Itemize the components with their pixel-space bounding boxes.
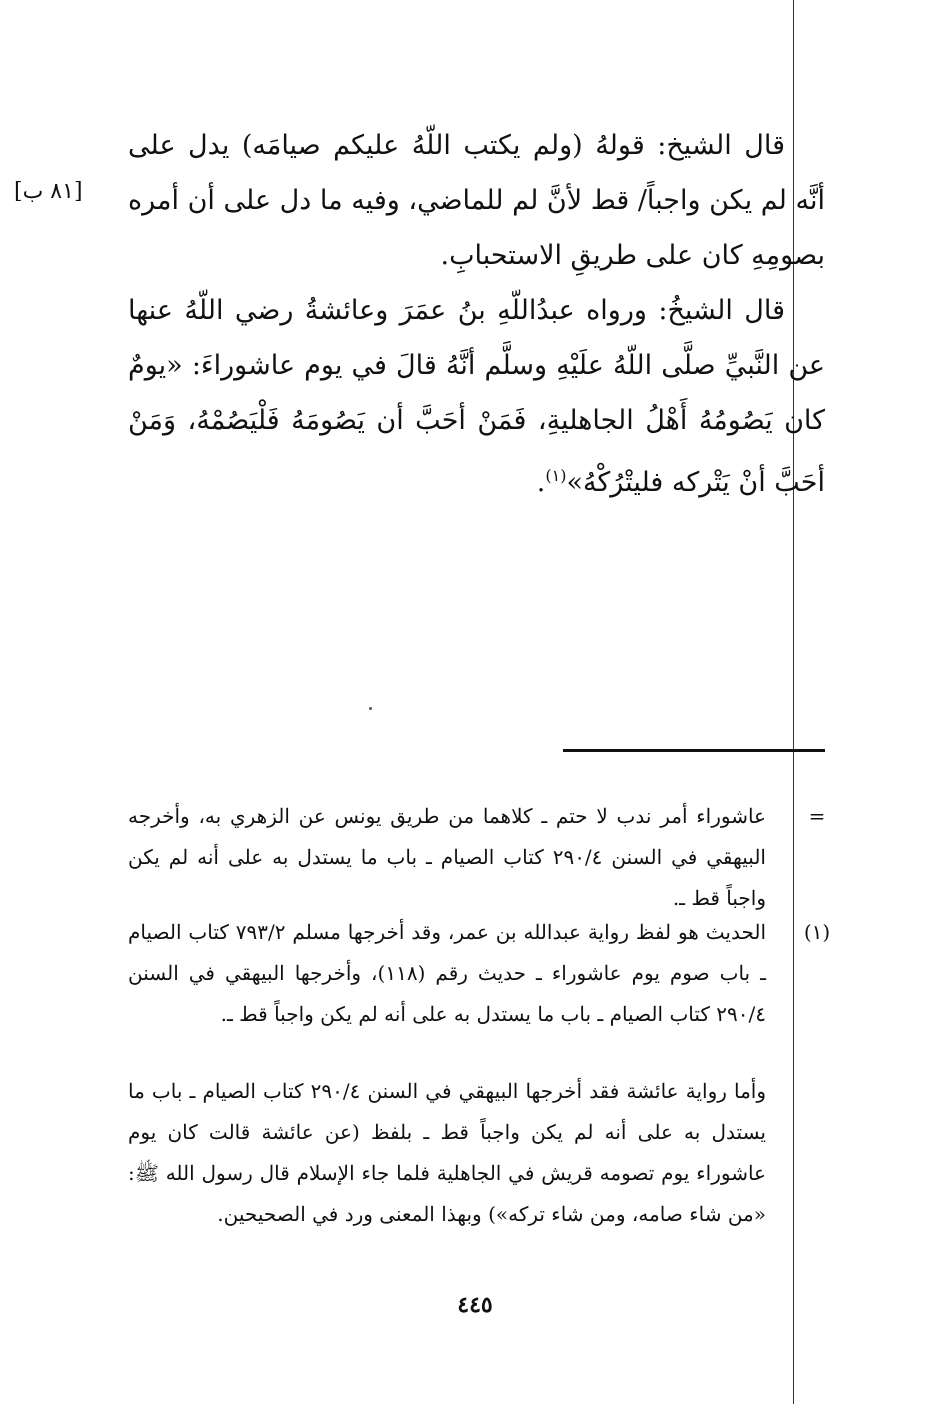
paragraph-2-end: . [536, 467, 546, 498]
paragraph-2-text: قال الشيخُ: ورواه عبدُاللّهِ بنُ عمَرَ وعائشةُ رضي اللّهُ عنها عن النَّبيِّ صلَّى اللّهُ علَيْهِ وسلَّم أنَّهُ قالَ في يوم عاشوراءَ: «يومٌ كان يَصُومُهُ أَهْلُ الجاهليةِ، فَمَنْ أحَبَّ أن يَصُومَهُ فَلْيَصُمْهُ، وَمَنْ أحَبَّ أنْ يَتْركه فليتْرُكْهُ» [128, 295, 825, 498]
footnote-1-continuation: وأما رواية عائشة فقد أخرجها البيهقي في السنن ٢٩٠/٤ كتاب الصيام ـ باب ما يستدل به على أنه لم يكن واجباً قط ـ بلفظ (عن عائشة قالت كان يوم عاشوراء يوم تصومه قريش في الجاهلية فلما جاء الإسلام قال رسول الله ﷺ: «من شاء صامه، ومن شاء تركه») وبهذا المعنى ورد في الصحيحين. [128, 1079, 766, 1226]
paragraph-1-text: قال الشيخ: قولهُ (ولم يكتب اللّهُ عليكم صيامَه) يدل على أنَّه لم يكن واجباً/ قط لأنَّ لم للماضي، وفيه ما دل على أن أمره بصومِهِ كان على طريقِ الاستحبابِ. [128, 130, 825, 271]
page-number: ٤٤٥ [457, 1292, 493, 1318]
footnote-ref: (١) [545, 466, 567, 485]
footnote-1: الحديث هو لفظ رواية عبدالله بن عمر، وقد أخرجها مسلم ٧٩٣/٢ كتاب الصيام ـ باب صوم يوم عاشوراء ـ حديث رقم (١١٨)، وأخرجها البيهقي في السنن ٢٩٠/٤ كتاب الصيام ـ باب ما يستدل به على أنه لم يكن واجباً قط ـ. [128, 920, 767, 1026]
paragraph-2-container [128, 283, 825, 510]
footnote-separator [563, 749, 825, 752]
main-paragraph-2 [128, 283, 825, 510]
speck [369, 707, 372, 710]
footnote-marker-continued: = [808, 804, 826, 828]
main-paragraph-1 [128, 118, 825, 283]
footnote-continued: عاشوراء أمر ندب لا حتم ـ كلاهما من طريق يونس عن الزهري به، وأخرجه البيهقي في السنن ٢٩٠/٤ كتاب الصيام ـ باب ما يستدل به على أنه لم يكن واجباً قط ـ. [128, 804, 766, 910]
footnote-marker-1: (١) [803, 920, 831, 944]
margin-folio-note: [٨١ ب] [14, 179, 83, 204]
